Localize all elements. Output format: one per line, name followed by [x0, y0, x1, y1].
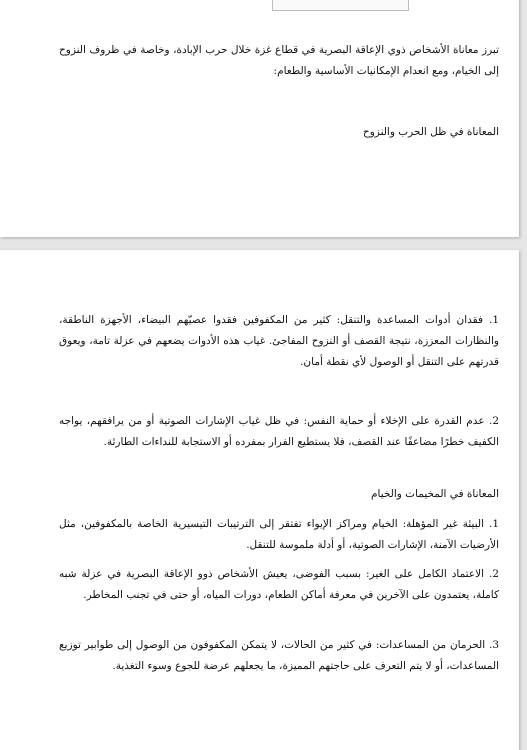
- camp-list-item: 2. الاعتماد الكامل على الغير: بسبب الفوضى، يعيش الأشخاص ذوو الإعاقة البصرية في عزلة شبه كاملة، يعتمدون على الآخرين في معرفة أماكن الطعام، دورات المياه، أو حتى في تجنب المخاطر.: [59, 568, 499, 601]
- section-heading-camps: المعاناة في المخيمات والخيام: [371, 488, 499, 500]
- camp-item-2-block: [59, 564, 499, 606]
- war-list-item: 1. فقدان أدوات المساعدة والتنقل: كثير من المكفوفين فقدوا عصيّهم البيضاء، الأجهزة الناطقة، والنظارات المعززة، نتيجة القصف أو النزوح المفاجئ. غياب هذه الأدوات يضعهم في عزلة تامة، ويعوق قدرتهم على التنقل أو الوصول لأي نقطة أمان.: [59, 314, 499, 368]
- page-header-tab: [272, 0, 409, 11]
- camp-item-3-block: [59, 635, 499, 677]
- document-page-2: [0, 250, 519, 750]
- war-heading-block: [59, 122, 499, 143]
- section-heading-war: المعاناة في ظل الحرب والنزوح: [362, 126, 499, 138]
- camps-heading-block: [59, 484, 499, 505]
- war-item-1-block: [59, 310, 499, 373]
- document-page-1: [0, 0, 519, 237]
- camp-list-item: 1. البيئة غير المؤهلة: الخيام ومراكز الإيواء تفتقر إلى الترتيبات التيسيرية الخاصة بالمكفوفين، مثل الأرضيات الآمنة، الإشارات الصوتية، أو أدلة ملموسة للتنقل.: [59, 518, 499, 551]
- war-item-2-block: [59, 411, 499, 453]
- war-list-item: 2. عدم القدرة على الإخلاء أو حماية النفس: في ظل غياب الإشارات الصوتية أو من يرافقهم، يواجه الكفيف خطرًا مضاعفًا عند القصف، فلا يستطيع الفرار بمفرده أو الاستجابة للنداءات الطارئة.: [59, 415, 499, 448]
- camp-list-item: 3. الحرمان من المساعدات: في كثير من الحالات، لا يتمكن المكفوفون من الوصول إلى طوابير توزيع المساعدات، أو لا يتم التعرف على حاجتهم المميزة، ما يجعلهم عرضة للجوع وسوء التغذية.: [59, 639, 499, 672]
- intro-paragraph-block: [59, 40, 499, 82]
- camp-item-1-block: [59, 514, 499, 556]
- intro-paragraph: تبرز معاناة الأشخاص ذوي الإعاقة البصرية في قطاع غزة خلال حرب الإبادة، وخاصة في ظروف النزوح إلى الخيام، ومع انعدام الإمكانيات الأساسية والطعام:: [59, 44, 499, 77]
